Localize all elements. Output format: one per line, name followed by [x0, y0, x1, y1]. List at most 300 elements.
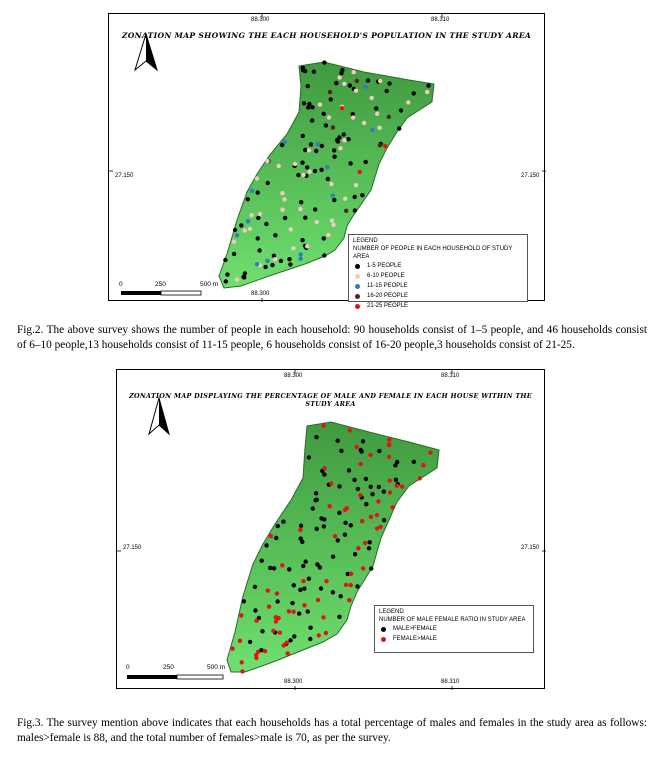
household-point	[274, 619, 278, 623]
household-point	[353, 208, 357, 212]
household-point	[288, 262, 292, 266]
figure-caption: Fig.3. The survey mention above indicates that each households has a total percentage of males and females in the study area as follows: males>female is 88, and the total number of females>male is 70, as per the survey.	[17, 717, 647, 744]
household-point	[317, 633, 321, 637]
household-point	[281, 519, 285, 523]
household-point	[358, 493, 362, 497]
household-point	[310, 118, 314, 122]
tick-bottom-right: 88.310	[441, 679, 460, 685]
household-point	[348, 161, 352, 165]
legend-swatch	[355, 284, 360, 289]
scale-bar	[121, 291, 201, 295]
household-point	[260, 629, 264, 633]
household-point	[301, 173, 305, 177]
household-point	[382, 489, 386, 493]
household-point	[352, 70, 356, 74]
household-point	[375, 112, 379, 116]
household-point	[367, 546, 371, 550]
household-point	[313, 207, 317, 211]
household-point	[337, 615, 341, 619]
household-point	[273, 257, 277, 261]
household-point	[364, 85, 368, 89]
household-point	[238, 639, 242, 643]
household-point	[225, 272, 229, 276]
household-point	[336, 538, 340, 542]
household-point	[254, 653, 258, 657]
household-point	[280, 563, 284, 567]
household-point	[363, 541, 367, 545]
household-point	[347, 598, 351, 602]
household-point	[328, 504, 332, 508]
household-point	[291, 246, 295, 250]
household-point	[287, 609, 291, 613]
household-point	[315, 220, 319, 224]
household-point	[270, 263, 274, 267]
household-point	[364, 502, 368, 506]
household-point	[305, 165, 309, 169]
household-point	[342, 132, 346, 136]
household-point	[353, 195, 357, 199]
household-point	[315, 562, 319, 566]
household-point	[324, 631, 328, 635]
household-point	[306, 609, 310, 613]
household-point	[343, 521, 347, 525]
household-point	[383, 144, 387, 148]
household-point	[302, 586, 306, 590]
household-point	[279, 259, 283, 263]
household-point	[321, 615, 325, 619]
household-point	[337, 484, 341, 488]
household-point	[263, 649, 267, 653]
household-point	[275, 591, 279, 595]
household-point	[387, 81, 391, 85]
household-point	[343, 508, 347, 512]
household-point	[378, 79, 382, 83]
household-point	[242, 599, 246, 603]
household-point	[300, 238, 304, 242]
legend-subheading: NUMBER OF MALE FEMALE RATIO IN STUDY AREA	[379, 617, 526, 623]
household-point	[230, 646, 234, 650]
household-point	[292, 634, 296, 638]
household-point	[282, 197, 286, 201]
household-point	[349, 523, 353, 527]
household-point	[246, 219, 250, 223]
household-point	[318, 102, 322, 106]
household-point	[369, 485, 373, 489]
household-point	[250, 189, 254, 193]
legend-item: 16-20 PEOPLE	[353, 291, 523, 301]
map-legend	[374, 605, 534, 653]
household-point	[362, 121, 366, 125]
household-point	[326, 233, 330, 237]
household-point	[314, 435, 318, 439]
household-point	[280, 208, 284, 212]
household-point	[361, 439, 365, 443]
household-point	[352, 478, 356, 482]
household-point	[223, 258, 227, 262]
household-point	[307, 170, 311, 174]
household-point	[240, 669, 244, 673]
household-point	[368, 540, 372, 544]
household-point	[387, 115, 391, 119]
map-legend	[348, 234, 528, 309]
household-point	[302, 101, 306, 105]
household-point	[355, 445, 359, 449]
tick-right: 27.150	[521, 173, 540, 179]
household-point	[239, 223, 243, 227]
household-point	[339, 71, 343, 75]
household-point	[344, 209, 348, 213]
household-point	[299, 252, 303, 256]
map-title: ZONATION MAP SHOWING THE EACH HOUSEHOLD'S POPULATION IN THE STUDY AREA	[121, 31, 532, 40]
household-point	[310, 105, 314, 109]
household-point	[307, 455, 311, 459]
household-point	[266, 588, 270, 592]
household-point	[387, 442, 391, 446]
household-point	[359, 449, 363, 453]
household-point	[328, 90, 332, 94]
household-point	[235, 277, 239, 281]
household-point	[385, 89, 389, 93]
household-point	[233, 228, 237, 232]
household-point	[331, 125, 335, 129]
household-point	[387, 438, 391, 442]
household-point	[324, 579, 328, 583]
household-point	[354, 89, 358, 93]
map-figure-male-female-ratio	[116, 369, 545, 689]
household-point	[331, 223, 335, 227]
household-point	[356, 546, 360, 550]
household-point	[370, 128, 374, 132]
household-point	[332, 155, 336, 159]
household-point	[374, 106, 378, 110]
household-point	[248, 640, 252, 644]
household-point	[256, 216, 260, 220]
scale-label-mid: 250	[163, 664, 174, 671]
household-point	[283, 216, 287, 220]
household-point	[377, 485, 381, 489]
household-point	[292, 583, 296, 587]
household-point	[268, 566, 272, 570]
household-point	[235, 233, 239, 237]
household-point	[331, 590, 335, 594]
household-point	[356, 487, 360, 491]
household-point	[366, 78, 370, 82]
household-point	[255, 262, 259, 266]
household-point	[273, 233, 277, 237]
map-title: ZONATION MAP DISPLAYING THE PERCENTAGE OF MALE AND FEMALE IN EACH HOUSE WITHIN THE STUDY AREA	[129, 392, 532, 408]
household-point	[421, 463, 425, 467]
scale-label-end: 500 m	[207, 664, 226, 671]
household-point	[322, 112, 326, 116]
scale-bar	[127, 675, 223, 679]
household-point	[343, 197, 347, 201]
household-point	[280, 191, 284, 195]
household-point	[301, 564, 305, 568]
household-point	[418, 476, 422, 480]
household-point	[375, 526, 379, 530]
household-point	[266, 181, 270, 185]
household-point	[397, 126, 401, 130]
tick-top-left: 88.300	[284, 373, 303, 379]
household-point	[351, 115, 355, 119]
household-point	[343, 533, 347, 537]
household-point	[331, 555, 335, 559]
household-point	[287, 567, 291, 571]
household-point	[299, 524, 303, 528]
household-point	[256, 236, 260, 240]
household-point	[326, 177, 330, 181]
household-point	[320, 144, 324, 148]
household-point	[336, 439, 340, 443]
scale-label-zero: 0	[119, 281, 123, 288]
household-point	[349, 572, 353, 576]
household-point	[337, 135, 341, 139]
household-point	[378, 143, 382, 147]
household-point	[370, 96, 374, 100]
household-point	[300, 161, 304, 165]
household-point	[313, 169, 317, 173]
legend-heading: LEGEND	[379, 609, 404, 615]
tick-left: 27.150	[123, 545, 142, 551]
household-point	[301, 68, 305, 72]
household-point	[287, 257, 291, 261]
household-point	[298, 257, 302, 261]
scale-label-end: 500 m	[200, 281, 219, 288]
household-point	[349, 583, 353, 587]
household-point	[298, 528, 302, 532]
household-point	[263, 265, 267, 269]
household-point	[394, 478, 398, 482]
household-point	[347, 468, 351, 472]
household-point	[260, 559, 264, 563]
household-point	[412, 91, 416, 95]
household-point	[375, 513, 379, 517]
household-point	[306, 84, 310, 88]
household-point	[313, 498, 317, 502]
legend-item: 1-5 PEOPLE	[353, 261, 523, 271]
household-point	[327, 115, 331, 119]
household-point	[304, 559, 308, 563]
household-point	[428, 450, 432, 454]
household-point	[346, 137, 350, 141]
household-point	[278, 631, 282, 635]
household-point	[276, 524, 280, 528]
household-point	[307, 577, 311, 581]
map-figure-household-population	[108, 13, 545, 309]
legend-swatch	[381, 637, 386, 642]
household-point	[353, 552, 357, 556]
household-point	[369, 566, 373, 570]
household-point	[255, 176, 259, 180]
household-point	[358, 170, 362, 174]
household-point	[329, 481, 333, 485]
legend-swatch	[381, 627, 386, 632]
household-point	[329, 97, 333, 101]
legend-item: FEMALE>MALE	[379, 634, 529, 644]
household-point	[293, 162, 297, 166]
household-point	[382, 518, 386, 522]
household-point	[314, 149, 318, 153]
household-point	[322, 60, 326, 64]
household-point	[296, 173, 300, 177]
household-point	[297, 611, 301, 615]
household-point	[316, 598, 320, 602]
household-point	[319, 168, 323, 172]
household-point	[301, 579, 305, 583]
household-point	[242, 275, 246, 279]
household-point	[253, 608, 257, 612]
household-point	[355, 79, 359, 83]
household-point	[348, 428, 352, 432]
household-point	[239, 613, 243, 617]
household-point	[355, 584, 359, 588]
household-point	[329, 182, 333, 186]
tick-left: 27.150	[115, 173, 134, 179]
household-point	[246, 197, 250, 201]
household-point	[248, 227, 252, 231]
household-point	[302, 603, 306, 607]
household-point	[342, 138, 346, 142]
legend-subheading: NUMBER OF PEOPLE IN EACH HOUSEHOLD OF STUDY AREA	[353, 246, 513, 260]
household-point	[333, 534, 337, 538]
household-point	[338, 146, 342, 150]
household-point	[321, 423, 325, 427]
household-point	[325, 165, 329, 169]
household-point	[322, 236, 326, 240]
household-point	[332, 148, 336, 152]
household-point	[315, 527, 319, 531]
household-point	[340, 106, 344, 110]
household-point	[285, 641, 289, 645]
household-point	[303, 216, 307, 220]
household-point	[348, 83, 352, 87]
household-point	[393, 463, 397, 467]
household-point	[232, 240, 236, 244]
household-point	[311, 506, 315, 510]
household-point	[308, 637, 312, 641]
household-point	[400, 484, 404, 488]
household-point	[249, 213, 253, 217]
household-point	[289, 227, 293, 231]
household-point	[330, 218, 334, 222]
tick-top-right: 88.310	[441, 373, 460, 379]
household-point	[308, 626, 312, 630]
household-point	[272, 566, 276, 570]
household-point	[319, 516, 323, 520]
household-point	[269, 534, 273, 538]
household-point	[254, 619, 258, 623]
household-point	[307, 148, 311, 152]
tick-right: 27.150	[521, 545, 540, 551]
household-point	[360, 193, 364, 197]
household-point	[265, 159, 269, 163]
household-point	[256, 190, 260, 194]
household-point	[298, 207, 302, 211]
household-point	[264, 222, 268, 226]
household-point	[324, 123, 328, 127]
household-point	[377, 126, 381, 130]
household-point	[390, 505, 394, 509]
household-point	[406, 100, 410, 104]
household-point	[240, 660, 244, 664]
household-point	[303, 148, 307, 152]
household-point	[361, 566, 365, 570]
household-point	[339, 594, 343, 598]
household-point	[360, 519, 364, 523]
household-point	[277, 164, 281, 168]
household-point	[364, 160, 368, 164]
household-point	[342, 82, 346, 86]
household-point	[339, 449, 343, 453]
household-point	[301, 134, 305, 138]
household-point	[322, 466, 326, 470]
household-point	[334, 81, 338, 85]
household-point	[283, 140, 287, 144]
tick-bottom-left: 88.300	[284, 679, 303, 685]
legend-item: 6-10 PEOPLE	[353, 271, 523, 281]
household-point	[388, 478, 392, 482]
household-point	[412, 460, 416, 464]
household-point	[243, 228, 247, 232]
household-point	[288, 638, 292, 642]
household-point	[337, 511, 341, 515]
household-point	[395, 484, 399, 488]
household-point	[264, 543, 268, 547]
household-point	[224, 279, 228, 283]
household-point	[314, 491, 318, 495]
household-point	[377, 449, 381, 453]
household-point	[388, 490, 392, 494]
household-point	[337, 75, 341, 79]
household-point	[257, 248, 261, 252]
household-point	[359, 462, 363, 466]
household-point	[286, 651, 290, 655]
legend-swatch	[355, 304, 360, 309]
tick-bottom-left: 88.300	[251, 291, 270, 297]
household-point	[387, 455, 391, 459]
household-point	[232, 252, 236, 256]
legend-item: MALE>FEMALE	[379, 624, 529, 634]
household-point	[305, 244, 309, 248]
scale-label-zero: 0	[126, 664, 130, 671]
household-point	[274, 536, 278, 540]
tick-top-left: 88.300	[251, 17, 270, 23]
legend-swatch	[355, 264, 360, 269]
legend-item: 21-25 PEOPLE	[353, 301, 523, 311]
household-point	[344, 583, 348, 587]
legend-heading: LEGEND	[353, 238, 378, 244]
household-point	[299, 200, 303, 204]
household-point	[319, 586, 323, 590]
household-point	[368, 453, 372, 457]
household-point	[332, 198, 336, 202]
household-point	[309, 142, 313, 146]
household-point	[291, 610, 295, 614]
legend-swatch	[355, 294, 360, 299]
household-point	[299, 536, 303, 540]
household-point	[316, 142, 320, 146]
household-point	[425, 90, 429, 94]
tick-top-right: 88.310	[431, 17, 450, 23]
household-point	[322, 524, 326, 528]
household-point	[253, 585, 257, 589]
household-point	[322, 253, 326, 257]
legend-item: 11-15 PEOPLE	[353, 281, 523, 291]
scale-label-mid: 250	[155, 281, 166, 288]
household-point	[274, 615, 278, 619]
household-point	[312, 70, 316, 74]
household-point	[331, 194, 335, 198]
